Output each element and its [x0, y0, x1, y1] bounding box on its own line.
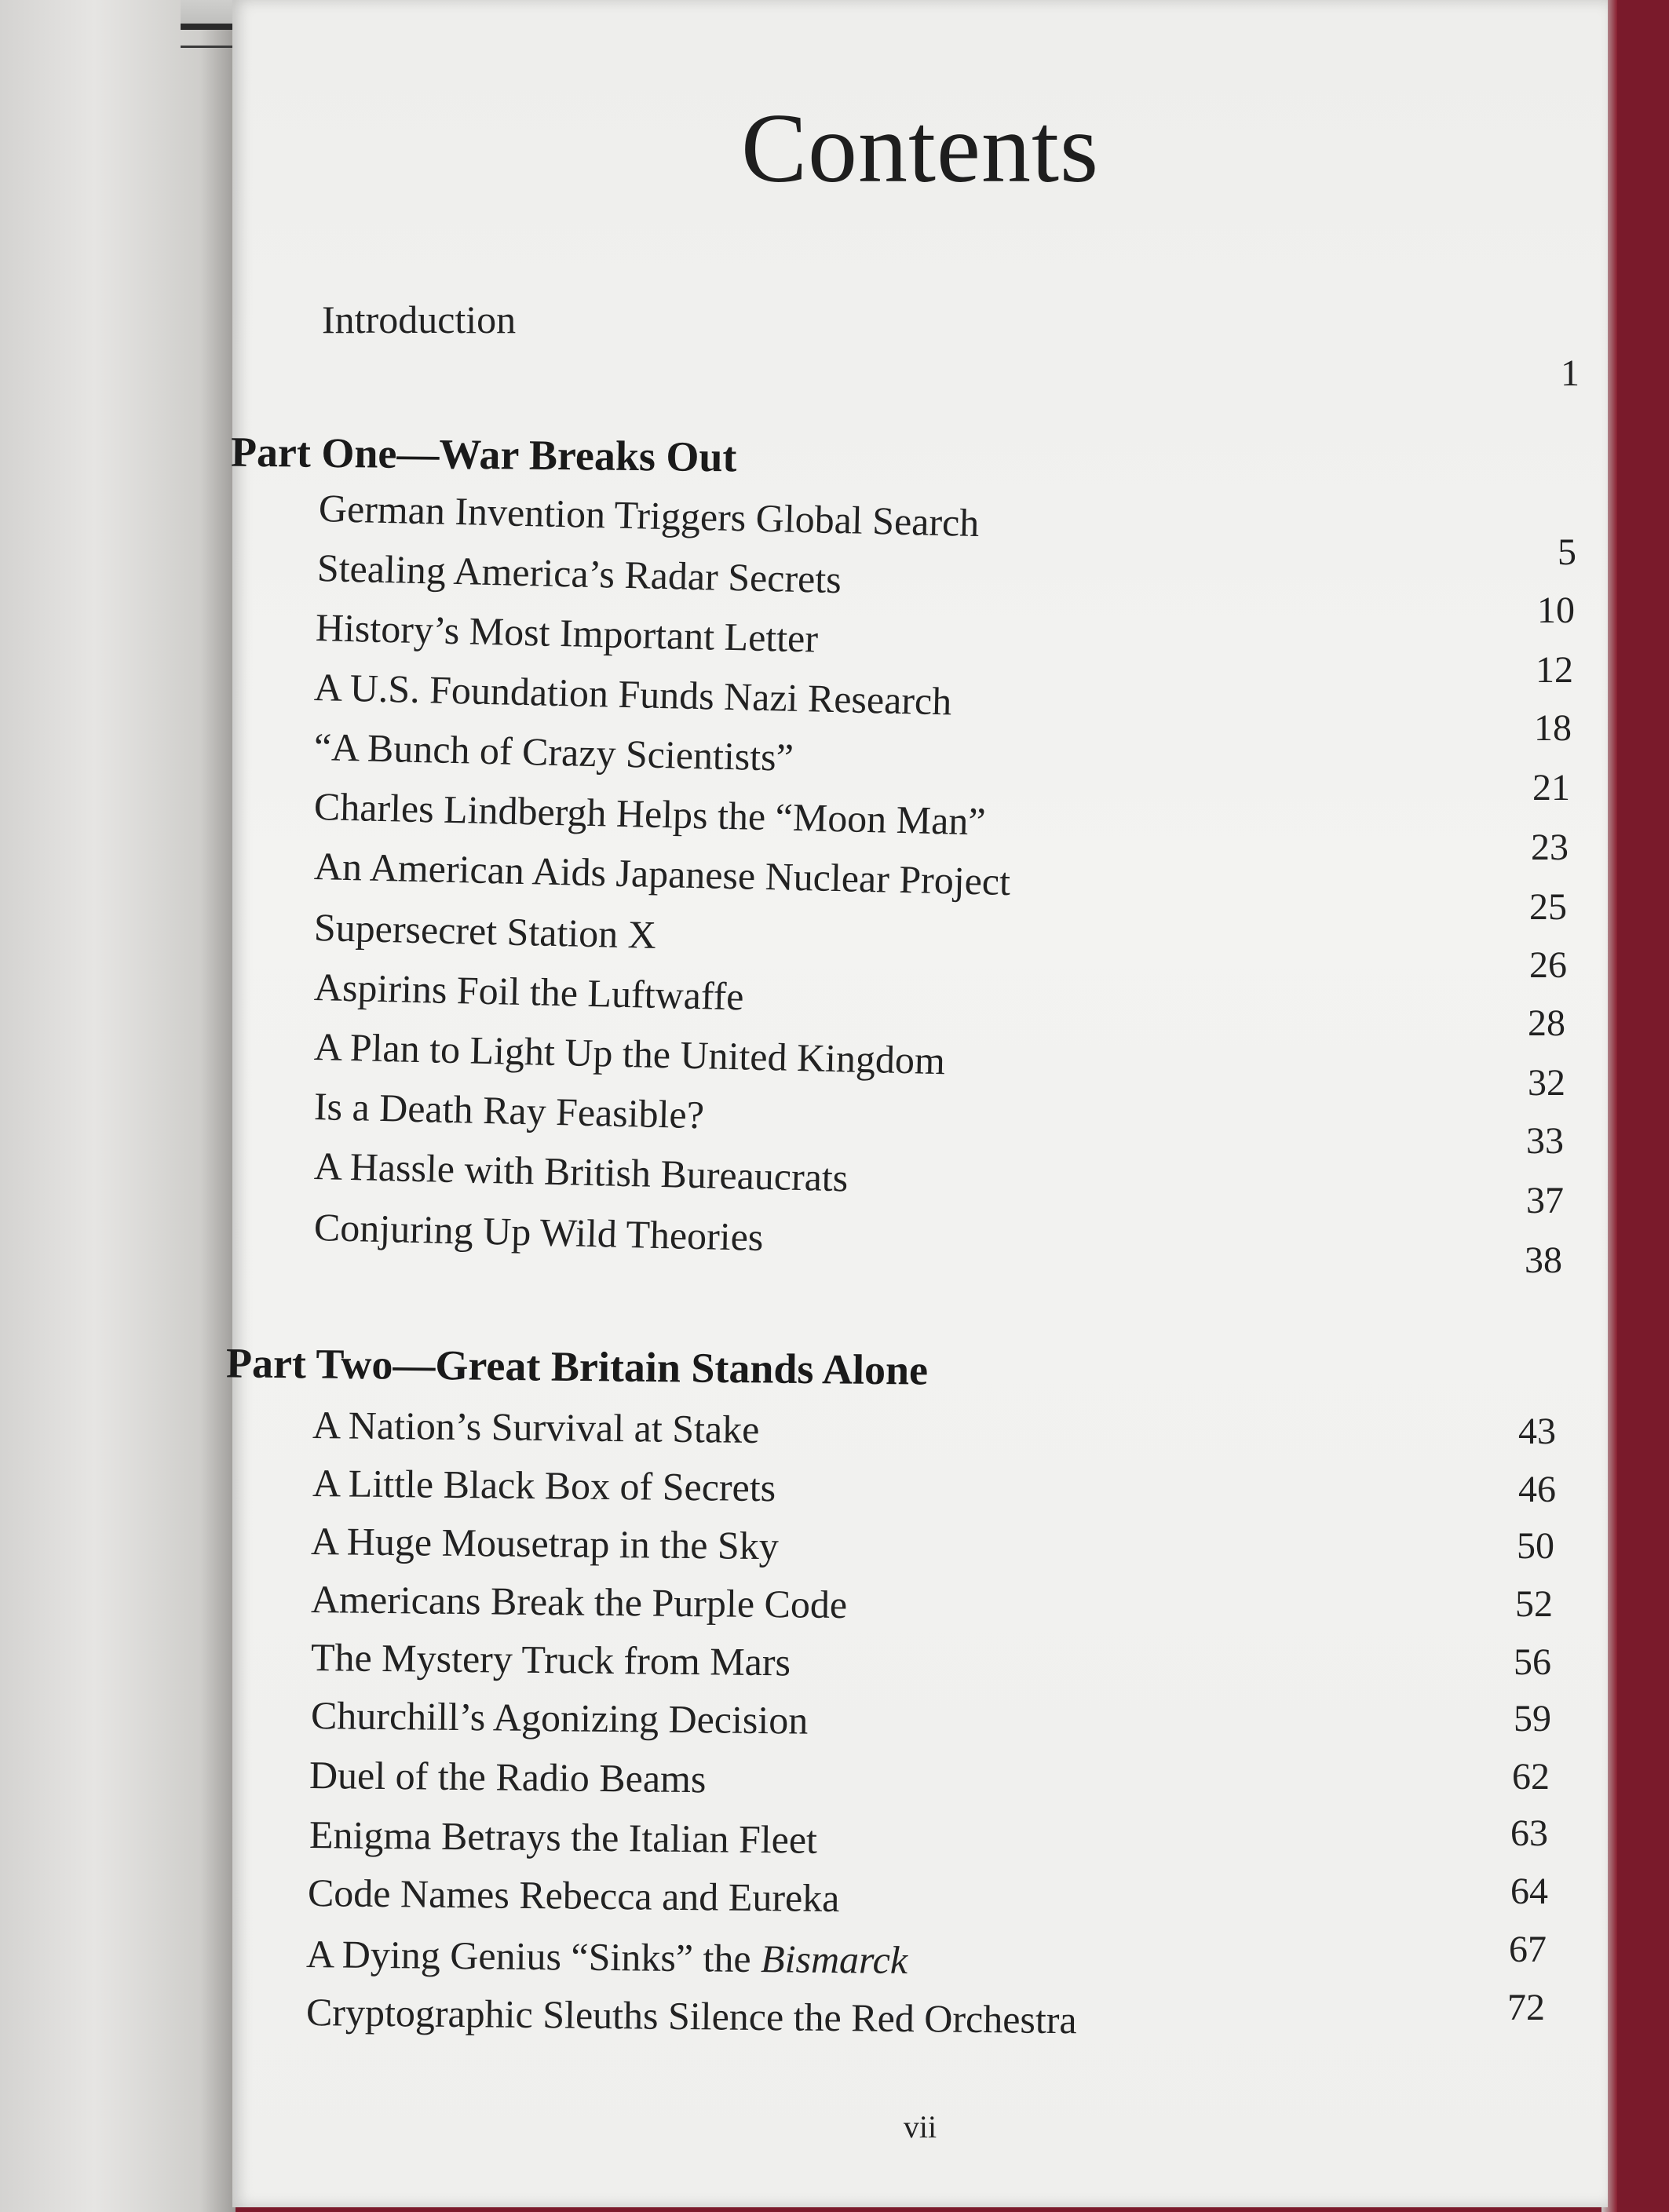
toc-entry — [306, 1931, 908, 1983]
toc-entry — [312, 1402, 760, 1452]
toc-entry-title: Is a Death Ray Feasible? — [313, 1084, 705, 1137]
toc-entry — [308, 1870, 840, 1921]
toc-entry-title: Duel of the Radio Beams — [309, 1753, 707, 1801]
toc-entry — [309, 1752, 707, 1801]
toc-entry-title: Enigma Betrays the Italian Fleet — [309, 1812, 818, 1862]
toc-entry-page: 1 — [1561, 352, 1580, 394]
part-heading: Part Two—Great Britain Stands Alone — [225, 1339, 929, 1394]
toc-entry — [309, 1812, 818, 1863]
toc-entry-page: 5 — [1558, 531, 1576, 573]
page-title: Contents — [740, 94, 1099, 203]
toc-entry-page: 63 — [1510, 1812, 1548, 1854]
toc-entry-title: German Invention Triggers Global Search — [318, 486, 980, 546]
toc-entry-page: 25 — [1529, 886, 1567, 928]
toc-entry-page: 43 — [1518, 1411, 1556, 1452]
toc-entry — [315, 604, 818, 662]
toc-entry-page: 10 — [1537, 590, 1575, 631]
toc-entry-page: 59 — [1514, 1698, 1551, 1739]
toc-entry-title: Code Names Rebecca and Eureka — [307, 1871, 840, 1921]
toc-entry-title: An American Aids Japanese Nuclear Project — [313, 844, 1011, 904]
toc-entry-page: 52 — [1515, 1583, 1553, 1625]
toc-entry-page: 18 — [1534, 707, 1572, 749]
toc-entry-page: 33 — [1526, 1120, 1564, 1162]
book-gutter — [0, 0, 236, 2212]
toc-entry-page: 50 — [1517, 1525, 1554, 1567]
toc-entry-title: Supersecret Station X — [313, 905, 657, 957]
toc-entry-title: Charles Lindbergh Helps the “Moon Man” — [313, 784, 987, 844]
toc-entry — [313, 843, 1010, 904]
toc-entry-title: Introduction — [322, 297, 517, 341]
toc-entry-title: A Plan to Light Up the United Kingdom — [313, 1024, 946, 1083]
toc-entry — [313, 964, 744, 1019]
toc-entry-title: A Hassle with British Bureaucrats — [313, 1144, 849, 1200]
toc-entry-title: “A Bunch of Crazy Scientists” — [313, 725, 794, 779]
toc-entry — [313, 904, 656, 958]
toc-entry-title: Stealing America’s Radar Secrets — [316, 546, 842, 602]
toc-entry-page: 32 — [1528, 1062, 1565, 1104]
page-number: vii — [903, 2109, 937, 2144]
toc-entry-title-italic: Bismarck — [760, 1936, 908, 1983]
toc-entry-page: 26 — [1529, 944, 1567, 986]
toc-entry-page: 64 — [1510, 1871, 1548, 1912]
toc-entry-title: A Dying Genius “Sinks” the — [305, 1932, 761, 1981]
toc-entry — [313, 664, 952, 724]
toc-entry — [311, 1576, 848, 1627]
toc-entry-title: A U.S. Foundation Funds Nazi Research — [313, 665, 952, 724]
toc-entry — [311, 1634, 791, 1685]
toc-entry-page: 21 — [1532, 767, 1570, 809]
toc-entry-page: 37 — [1526, 1180, 1564, 1221]
toc-entry-title: History’s Most Important Letter — [315, 605, 819, 661]
toc-entry-introduction — [322, 297, 516, 342]
toc-entry — [312, 1460, 776, 1510]
toc-entry — [313, 1083, 704, 1137]
toc-entry — [318, 485, 980, 546]
toc-entry-title: Americans Break the Purple Code — [310, 1577, 848, 1627]
toc-entry — [313, 1204, 764, 1260]
toc-entry-page: 38 — [1525, 1239, 1562, 1281]
toc-entry-page: 12 — [1536, 649, 1573, 691]
toc-entry-title: The Mystery Truck from Mars — [310, 1635, 791, 1685]
toc-entry-page: 56 — [1514, 1641, 1551, 1683]
toc-entry-title: Aspirins Foil the Luftwaffe — [313, 965, 745, 1019]
toc-entry — [311, 1518, 779, 1568]
toc-entry-page: 46 — [1518, 1469, 1556, 1510]
toc-entry-page: 67 — [1509, 1929, 1547, 1970]
contents-page — [225, 0, 1608, 2207]
toc-entry-title: A Nation’s Survival at Stake — [312, 1403, 760, 1451]
toc-entry-page: 28 — [1528, 1002, 1565, 1044]
toc-entry-title: Conjuring Up Wild Theories — [313, 1205, 764, 1259]
toc-entry-page: 23 — [1531, 827, 1569, 868]
toc-entry — [313, 1024, 945, 1083]
toc-entry-title: Churchill’s Agonizing Decision — [310, 1693, 809, 1743]
toc-entry — [313, 783, 986, 844]
toc-entry-page: 62 — [1512, 1756, 1550, 1798]
toc-entry-title: A Little Black Box of Secrets — [312, 1461, 776, 1510]
toc-entry — [306, 1989, 1077, 2042]
toc-entry-title: A Huge Mousetrap in the Sky — [310, 1519, 780, 1568]
toc-entry-title: Cryptographic Sleuths Silence the Red Orchestra — [305, 1990, 1077, 2042]
toc-entry — [316, 545, 842, 602]
toc-entry — [313, 1143, 849, 1200]
toc-entry-page: 72 — [1507, 1987, 1545, 2028]
toc-entry — [311, 1692, 809, 1743]
table-of-contents — [225, 0, 1608, 2207]
toc-entry — [313, 724, 794, 780]
part-heading: Part One—War Breaks Out — [230, 428, 737, 481]
